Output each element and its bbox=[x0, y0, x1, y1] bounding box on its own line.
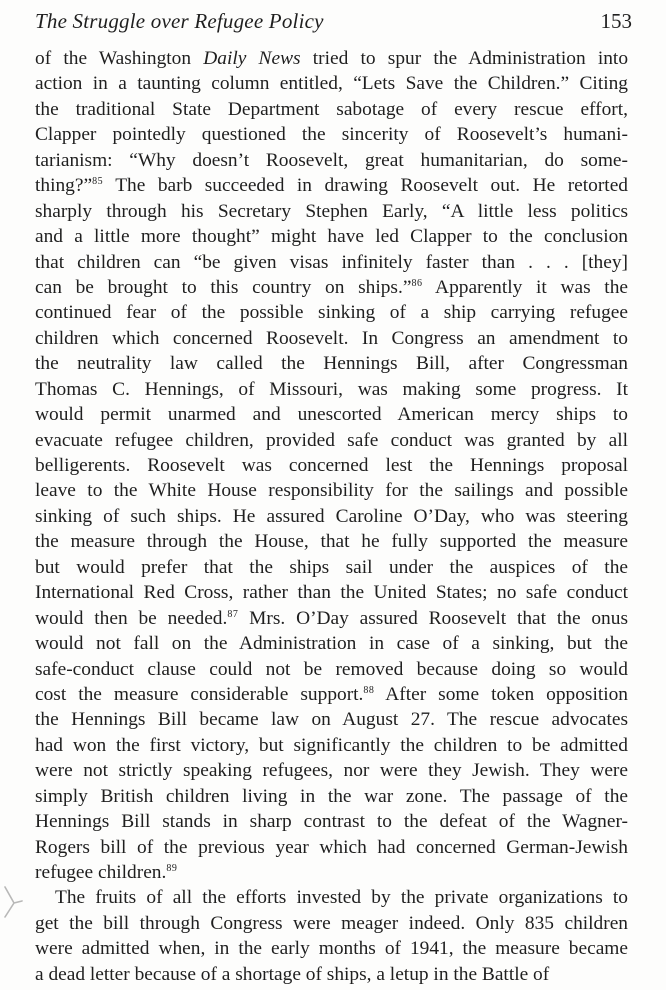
text-line bbox=[35, 46, 628, 71]
running-header bbox=[35, 6, 646, 36]
text-line bbox=[35, 809, 628, 834]
text-run: but would prefer that the ships sail under the auspices of the bbox=[35, 556, 628, 578]
text-run: tried to spur the Administration into bbox=[300, 48, 629, 69]
text-run: leave to the White House responsibility for the sailings and possible bbox=[35, 480, 628, 502]
pencil-margin-mark-icon bbox=[2, 884, 24, 920]
text-run: cost the measure considerable support. bbox=[35, 683, 364, 705]
text-run: a dead letter because of a shortage of ships, a letup in the Battle of bbox=[35, 963, 550, 985]
text-line bbox=[35, 555, 628, 580]
text-run: refugee children. bbox=[35, 862, 167, 883]
footnote-marker: 85 bbox=[92, 176, 104, 188]
text-line bbox=[35, 402, 628, 427]
text-run: Clapper pointedly questioned the sincerity of Roosevelt’s humani- bbox=[35, 124, 628, 146]
paragraph bbox=[35, 885, 628, 987]
page-number: 153 bbox=[600, 9, 632, 33]
footnote-marker: 87 bbox=[227, 608, 239, 620]
text-run: and a little more thought” might have led Clapper to the conclusion bbox=[35, 226, 628, 248]
text-run: can be brought to this country on ships.” bbox=[35, 276, 412, 298]
text-line bbox=[35, 300, 628, 325]
body-text bbox=[35, 46, 628, 987]
paragraph bbox=[35, 46, 628, 885]
text-line bbox=[35, 504, 628, 529]
text-run: the neutrality law called the Hennings Bill, after Congressman bbox=[35, 353, 628, 375]
text-line bbox=[35, 428, 628, 453]
text-line bbox=[35, 97, 628, 122]
text-line bbox=[35, 962, 628, 987]
text-line bbox=[35, 580, 628, 605]
text-run: simply British children living in the war zone. The passage of the bbox=[35, 785, 628, 807]
text-line bbox=[35, 885, 628, 910]
italic-text: Daily News bbox=[203, 48, 301, 69]
text-line bbox=[35, 784, 628, 809]
text-run: International Red Cross, rather than the United States; no safe conduct bbox=[35, 582, 628, 604]
text-run: After some token opposition bbox=[374, 683, 629, 705]
text-run: the Hennings Bill became law on August 27. The rescue advocates bbox=[35, 709, 628, 731]
text-line bbox=[35, 657, 628, 682]
text-line bbox=[35, 529, 628, 554]
text-run: were admitted when, in the early months of 1941, the measure became bbox=[35, 938, 628, 960]
text-run: safe-conduct clause could not be removed because doing so would bbox=[35, 658, 628, 680]
text-run: tarianism: “Why doesn’t Roosevelt, great humanitarian, do some- bbox=[35, 149, 628, 171]
text-line bbox=[35, 911, 628, 936]
text-line bbox=[35, 682, 628, 707]
text-run: thing?” bbox=[35, 175, 93, 197]
text-run: continued fear of the possible sinking of a ship carrying refugee bbox=[35, 302, 628, 324]
text-run: Hennings Bill stands in sharp contrast to the defeat of the Wagner- bbox=[35, 811, 628, 833]
text-line bbox=[35, 835, 628, 860]
running-title: The Struggle over Refugee Policy bbox=[35, 9, 324, 33]
text-line bbox=[35, 275, 628, 300]
text-run: Apparently it was the bbox=[422, 276, 628, 298]
text-run: Thomas C. Hennings, of Missouri, was making some progress. It bbox=[35, 378, 628, 400]
text-line bbox=[35, 631, 628, 656]
text-line bbox=[35, 860, 628, 885]
text-run: The fruits of all the efforts invested by the private organizations to bbox=[55, 887, 628, 909]
text-line bbox=[35, 173, 628, 198]
text-run: of the Washington bbox=[35, 48, 204, 69]
text-line bbox=[35, 224, 628, 249]
text-run: evacuate refugee children, provided safe conduct was granted by all bbox=[35, 429, 628, 451]
text-run: Mrs. O’Day assured Roosevelt that the onus bbox=[238, 607, 628, 629]
text-line bbox=[35, 707, 628, 732]
text-run: belligerents. Roosevelt was concerned lest the Hennings proposal bbox=[35, 455, 628, 476]
text-run: sharply through his Secretary Stephen Early, “A little less politics bbox=[35, 200, 628, 222]
text-line bbox=[35, 936, 628, 961]
text-run: get the bill through Congress were meager indeed. Only 835 children bbox=[35, 912, 628, 934]
text-line bbox=[35, 250, 628, 275]
text-line bbox=[35, 351, 628, 376]
footnote-marker: 89 bbox=[166, 863, 178, 874]
text-line bbox=[35, 199, 628, 224]
text-line bbox=[35, 606, 628, 631]
footnote-marker: 86 bbox=[411, 277, 423, 289]
text-run: sinking of such ships. He assured Caroline O’Day, who was steering bbox=[35, 505, 628, 527]
text-run: the measure through the House, that he fully supported the measure bbox=[35, 531, 628, 553]
text-run: would then be needed. bbox=[35, 607, 228, 629]
text-line bbox=[35, 326, 628, 351]
text-line bbox=[35, 758, 628, 783]
text-line bbox=[35, 71, 628, 96]
text-line bbox=[35, 122, 628, 147]
text-run: would not fall on the Administration in case of a sinking, but the bbox=[35, 633, 628, 655]
text-line bbox=[35, 478, 628, 503]
text-line bbox=[35, 377, 628, 402]
text-run: children which concerned Roosevelt. In Congress an amendment to bbox=[35, 327, 628, 349]
text-run: that children can “be given visas infinitely faster than . . . [they] bbox=[35, 251, 628, 273]
text-run: were not strictly speaking refugees, nor were they Jewish. They were bbox=[35, 760, 628, 782]
text-line bbox=[35, 453, 628, 478]
text-run: action in a taunting column entitled, “Lets Save the Children.” Citing bbox=[35, 73, 628, 95]
text-run: would permit unarmed and unescorted American mercy ships to bbox=[35, 404, 628, 426]
text-run: had won the first victory, but significantly the children to be admitted bbox=[35, 734, 628, 756]
text-line bbox=[35, 733, 628, 758]
text-line bbox=[35, 148, 628, 173]
footnote-marker: 88 bbox=[363, 684, 375, 696]
text-run: The barb succeeded in drawing Roosevelt out. He retorted bbox=[103, 175, 628, 197]
text-run: the traditional State Department sabotage of every rescue effort, bbox=[35, 98, 628, 120]
text-run: Rogers bill of the previous year which had concerned German-Jewish bbox=[35, 836, 628, 858]
